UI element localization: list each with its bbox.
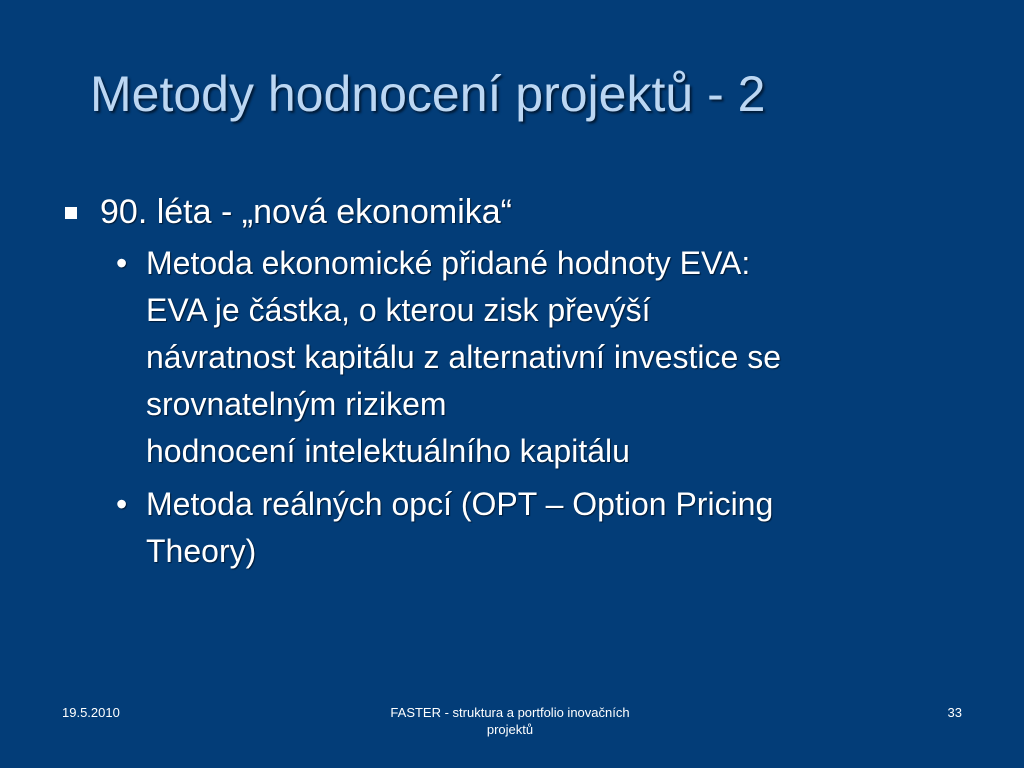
bullet-level1 [62,186,962,238]
sub-bullet-opt [116,481,962,575]
sub-bullet-line: Metoda ekonomické přidané hodnoty EVA: [146,245,751,281]
sub-bullet-line: Theory) [146,533,257,569]
sub-bullet-line: návratnost kapitálu z alternativní investice se [146,339,781,375]
sub-bullet-line: EVA je částka, o kterou zisk převýší [146,292,651,328]
sub-bullet-line: hodnocení intelektuálního kapitálu [146,433,630,469]
footer-title [330,704,690,738]
sub-bullet-line: Metoda reálných opcí (OPT – Option Pricing [146,486,774,522]
footer-date: 19.5.2010 [62,705,120,720]
footer-title-line2: projektů [486,722,534,737]
sub-bullet-eva [116,240,962,475]
dot-bullet-icon: • [116,245,128,281]
sub-bullet-line: srovnatelným rizikem [146,386,447,422]
square-bullet-icon [65,207,77,219]
bullet-level1-text: 90. léta - „nová ekonomika“ [100,193,512,231]
page-number: 33 [947,705,962,720]
slide-body [62,186,962,575]
dot-bullet-icon: • [116,486,128,522]
slide-title: Metody hodnocení projektů - 2 [90,66,766,122]
footer-title-line1: FASTER - struktura a portfolio inovačních [390,705,630,720]
